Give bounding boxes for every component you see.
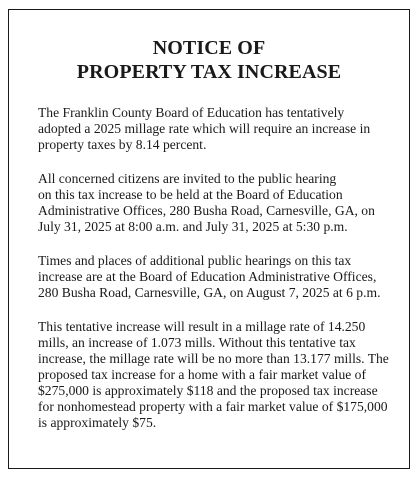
tax-notice bbox=[8, 9, 410, 469]
paragraph-line: $275,000 is approximately $118 and the proposed tax increase bbox=[38, 383, 378, 398]
paragraph-line: on this tax increase to be held at the Board of Education bbox=[38, 187, 343, 202]
paragraph-line: increase, the millage rate will be no more than 13.177 mills. The bbox=[38, 351, 389, 366]
paragraph-line: The Franklin County Board of Education has tentatively bbox=[38, 105, 345, 120]
paragraph-line: adopted a 2025 millage rate which will require an increase in bbox=[38, 121, 371, 136]
notice-title bbox=[9, 10, 409, 84]
paragraph-millage-rate bbox=[38, 105, 400, 153]
paragraph-line: 280 Busha Road, Carnesville, GA, on August 7, 2025 at 6 p.m. bbox=[38, 285, 381, 300]
notice-body bbox=[38, 105, 400, 449]
paragraph-line: for nonhomestead property with a fair market value of $175,000 bbox=[38, 399, 388, 414]
paragraph-line: is approximately $75. bbox=[38, 415, 157, 430]
paragraph-additional-hearings bbox=[38, 253, 400, 301]
title-line: NOTICE OF bbox=[152, 37, 266, 59]
paragraph-line: property taxes by 8.14 percent. bbox=[38, 137, 207, 152]
paragraph-line: mills, an increase of 1.073 mills. Without this tentative tax bbox=[38, 335, 356, 350]
title-line: PROPERTY TAX INCREASE bbox=[76, 61, 342, 83]
paragraph-line: Administrative Offices, 280 Busha Road, Carnesville, GA, on bbox=[38, 203, 375, 218]
paragraph-public-hearing bbox=[38, 171, 400, 235]
paragraph-line: Times and places of additional public hearings on this tax bbox=[38, 253, 352, 268]
paragraph-line: This tentative increase will result in a millage rate of 14.250 bbox=[38, 319, 366, 334]
paragraph-increase-details bbox=[38, 319, 400, 431]
paragraph-line: July 31, 2025 at 8:00 a.m. and July 31, 2025 at 5:30 p.m. bbox=[38, 219, 348, 234]
paragraph-line: proposed tax increase for a home with a fair market value of bbox=[38, 367, 367, 382]
paragraph-line: All concerned citizens are invited to the public hearing bbox=[38, 171, 337, 186]
paragraph-line: increase are at the Board of Education Administrative Offices, bbox=[38, 269, 377, 284]
